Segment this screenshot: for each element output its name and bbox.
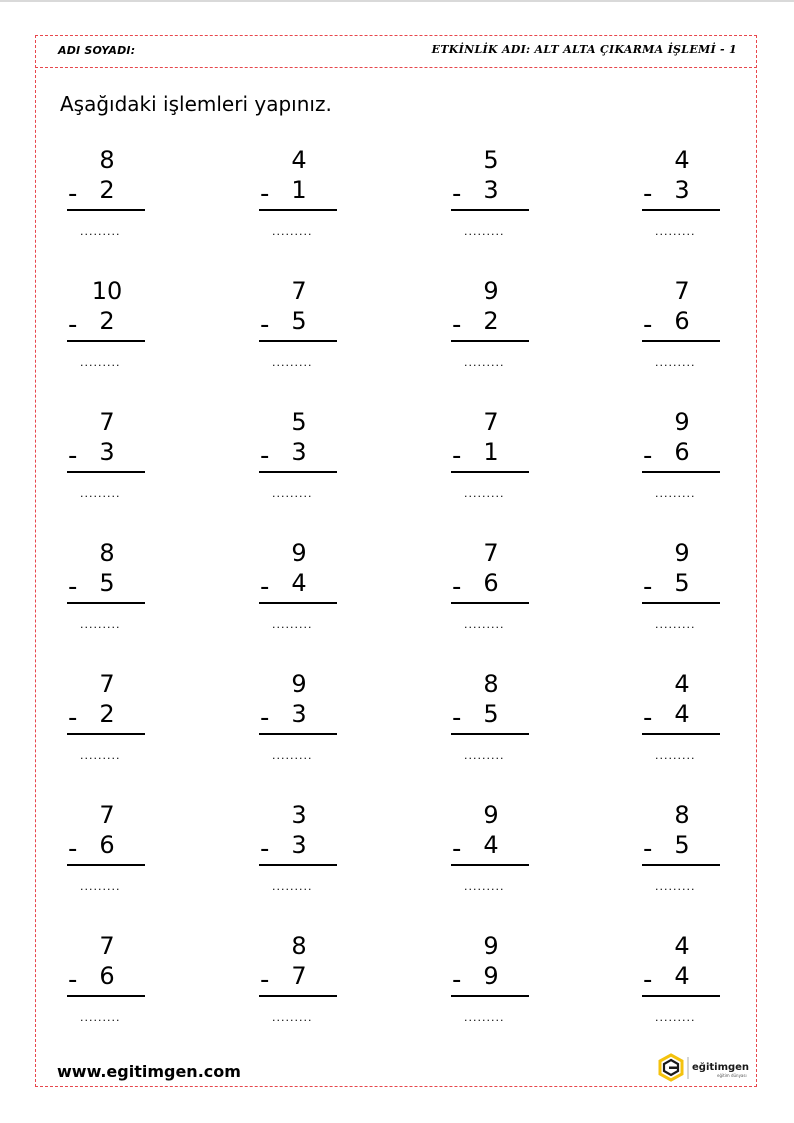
subtrahend: 3	[483, 176, 499, 204]
subtrahend: 7	[291, 962, 307, 990]
subtrahend: 2	[483, 307, 499, 335]
answer-blank[interactable]: .........	[655, 225, 696, 238]
minuend: 7	[483, 539, 499, 567]
answer-blank[interactable]: .........	[272, 225, 313, 238]
sum-line	[451, 209, 529, 211]
minus-sign: -	[68, 572, 78, 602]
answer-blank[interactable]: .........	[80, 880, 121, 893]
sum-line	[451, 340, 529, 342]
sum-line	[67, 209, 145, 211]
minuend: 4	[674, 146, 690, 174]
sum-line	[642, 864, 720, 866]
egitimgen-logo-icon	[657, 1052, 753, 1086]
answer-blank[interactable]: .........	[655, 880, 696, 893]
sum-line	[451, 864, 529, 866]
subtraction-problem	[451, 407, 541, 517]
minuend: 7	[674, 277, 690, 305]
answer-blank[interactable]: .........	[464, 618, 505, 631]
minuend: 8	[674, 801, 690, 829]
subtraction-problem	[451, 276, 541, 386]
minus-sign: -	[68, 441, 78, 471]
subtraction-problem	[642, 145, 732, 255]
sum-line	[259, 864, 337, 866]
subtrahend: 2	[99, 307, 115, 335]
minuend: 7	[291, 277, 307, 305]
minus-sign: -	[643, 441, 653, 471]
name-label: ADI SOYADI:	[58, 44, 136, 57]
sum-line	[451, 733, 529, 735]
subtraction-problem	[259, 800, 349, 910]
minus-sign: -	[260, 572, 270, 602]
minuend: 7	[99, 932, 115, 960]
subtrahend: 6	[99, 831, 115, 859]
sum-line	[67, 602, 145, 604]
sum-line	[67, 733, 145, 735]
answer-blank[interactable]: .........	[272, 749, 313, 762]
subtraction-problem	[451, 931, 541, 1041]
minuend: 7	[99, 670, 115, 698]
minus-sign: -	[452, 179, 462, 209]
minus-sign: -	[68, 703, 78, 733]
minus-sign: -	[643, 179, 653, 209]
answer-blank[interactable]: .........	[272, 487, 313, 500]
subtraction-problem	[259, 931, 349, 1041]
answer-blank[interactable]: .........	[655, 618, 696, 631]
subtrahend: 6	[483, 569, 499, 597]
minus-sign: -	[643, 834, 653, 864]
subtrahend: 6	[674, 307, 690, 335]
minus-sign: -	[452, 965, 462, 995]
minus-sign: -	[452, 572, 462, 602]
minuend: 10	[91, 277, 123, 305]
activity-title: ETKİNLİK ADI: ALT ALTA ÇIKARMA İŞLEMİ - 1	[431, 43, 737, 56]
minuend: 9	[483, 801, 499, 829]
minus-sign: -	[643, 965, 653, 995]
answer-blank[interactable]: .........	[464, 356, 505, 369]
minuend: 9	[483, 932, 499, 960]
subtraction-problem	[451, 145, 541, 255]
subtrahend: 5	[291, 307, 307, 335]
minus-sign: -	[452, 310, 462, 340]
subtraction-problem	[259, 538, 349, 648]
minuend: 8	[99, 146, 115, 174]
minuend: 8	[291, 932, 307, 960]
subtrahend: 3	[674, 176, 690, 204]
answer-blank[interactable]: .........	[272, 1011, 313, 1024]
minus-sign: -	[643, 310, 653, 340]
subtraction-problem	[67, 276, 157, 386]
subtraction-problem	[642, 800, 732, 910]
answer-blank[interactable]: .........	[655, 1011, 696, 1024]
subtrahend: 2	[99, 700, 115, 728]
subtrahend: 5	[99, 569, 115, 597]
minuend: 5	[291, 408, 307, 436]
minuend: 7	[99, 801, 115, 829]
sum-line	[259, 340, 337, 342]
subtraction-problem	[642, 407, 732, 517]
subtrahend: 4	[674, 962, 690, 990]
answer-blank[interactable]: .........	[272, 880, 313, 893]
minuend: 9	[674, 408, 690, 436]
minuend: 9	[291, 670, 307, 698]
minuend: 7	[99, 408, 115, 436]
subtrahend: 3	[291, 831, 307, 859]
minus-sign: -	[68, 310, 78, 340]
sum-line	[67, 995, 145, 997]
logo-text: eğitimgen	[692, 1062, 750, 1073]
answer-blank[interactable]: .........	[272, 356, 313, 369]
sum-line	[67, 340, 145, 342]
sum-line	[642, 340, 720, 342]
sum-line	[259, 995, 337, 997]
subtraction-problem	[642, 931, 732, 1041]
minuend: 4	[674, 932, 690, 960]
subtrahend: 5	[483, 700, 499, 728]
subtraction-problem	[67, 538, 157, 648]
minuend: 4	[291, 146, 307, 174]
answer-blank[interactable]: .........	[655, 749, 696, 762]
subtraction-problem	[259, 145, 349, 255]
minus-sign: -	[643, 572, 653, 602]
subtrahend: 9	[483, 962, 499, 990]
subtraction-problem	[259, 276, 349, 386]
instruction-text: Aşağıdaki işlemleri yapınız.	[60, 92, 332, 116]
minus-sign: -	[260, 310, 270, 340]
sum-line	[67, 864, 145, 866]
subtrahend: 4	[674, 700, 690, 728]
answer-blank[interactable]: .........	[272, 618, 313, 631]
minus-sign: -	[260, 179, 270, 209]
answer-blank[interactable]: .........	[464, 1011, 505, 1024]
subtraction-problem	[67, 931, 157, 1041]
sum-line	[642, 209, 720, 211]
sum-line	[451, 602, 529, 604]
minus-sign: -	[68, 179, 78, 209]
subtrahend: 1	[483, 438, 499, 466]
answer-blank[interactable]: .........	[464, 880, 505, 893]
answer-blank[interactable]: .........	[464, 225, 505, 238]
answer-blank[interactable]: .........	[80, 356, 121, 369]
egitimgen-logo	[657, 1052, 753, 1086]
minus-sign: -	[260, 965, 270, 995]
minuend: 7	[483, 408, 499, 436]
minuend: 8	[99, 539, 115, 567]
subtraction-problem	[67, 407, 157, 517]
subtrahend: 3	[99, 438, 115, 466]
subtraction-problem	[451, 669, 541, 779]
minuend: 8	[483, 670, 499, 698]
subtrahend: 1	[291, 176, 307, 204]
sum-line	[259, 209, 337, 211]
sum-line	[642, 602, 720, 604]
subtraction-problem	[67, 800, 157, 910]
subtrahend: 4	[291, 569, 307, 597]
minus-sign: -	[452, 441, 462, 471]
subtrahend: 3	[291, 700, 307, 728]
subtrahend: 5	[674, 831, 690, 859]
minuend: 9	[483, 277, 499, 305]
sum-line	[259, 733, 337, 735]
subtrahend: 3	[291, 438, 307, 466]
minus-sign: -	[260, 703, 270, 733]
answer-blank[interactable]: .........	[80, 749, 121, 762]
subtraction-problem	[451, 800, 541, 910]
sum-line	[259, 602, 337, 604]
answer-blank[interactable]: .........	[464, 749, 505, 762]
sum-line	[642, 471, 720, 473]
sum-line	[642, 733, 720, 735]
sum-line	[451, 995, 529, 997]
subtraction-problem	[67, 669, 157, 779]
minuend: 9	[291, 539, 307, 567]
minuend: 9	[674, 539, 690, 567]
minuend: 3	[291, 801, 307, 829]
subtrahend: 6	[99, 962, 115, 990]
subtrahend: 6	[674, 438, 690, 466]
answer-blank[interactable]: .........	[80, 487, 121, 500]
minus-sign: -	[260, 834, 270, 864]
subtraction-problem	[67, 145, 157, 255]
answer-blank[interactable]: .........	[80, 618, 121, 631]
minus-sign: -	[452, 834, 462, 864]
minus-sign: -	[260, 441, 270, 471]
answer-blank[interactable]: .........	[655, 356, 696, 369]
minus-sign: -	[643, 703, 653, 733]
subtraction-problem	[259, 407, 349, 517]
answer-blank[interactable]: .........	[655, 487, 696, 500]
subtrahend: 2	[99, 176, 115, 204]
sum-line	[642, 995, 720, 997]
minuend: 4	[674, 670, 690, 698]
subtraction-problem	[259, 669, 349, 779]
subtraction-problem	[642, 669, 732, 779]
subtraction-problem	[451, 538, 541, 648]
sum-line	[451, 471, 529, 473]
subtraction-problem	[642, 276, 732, 386]
subtraction-problem	[642, 538, 732, 648]
subtrahend: 5	[674, 569, 690, 597]
answer-blank[interactable]: .........	[80, 1011, 121, 1024]
sum-line	[67, 471, 145, 473]
minus-sign: -	[68, 965, 78, 995]
answer-blank[interactable]: .........	[464, 487, 505, 500]
minus-sign: -	[68, 834, 78, 864]
answer-blank[interactable]: .........	[80, 225, 121, 238]
minuend: 5	[483, 146, 499, 174]
subtrahend: 4	[483, 831, 499, 859]
logo-tagline: eğitim dünyası	[717, 1073, 747, 1078]
sum-line	[259, 471, 337, 473]
minus-sign: -	[452, 703, 462, 733]
website-link[interactable]: www.egitimgen.com	[57, 1062, 241, 1081]
